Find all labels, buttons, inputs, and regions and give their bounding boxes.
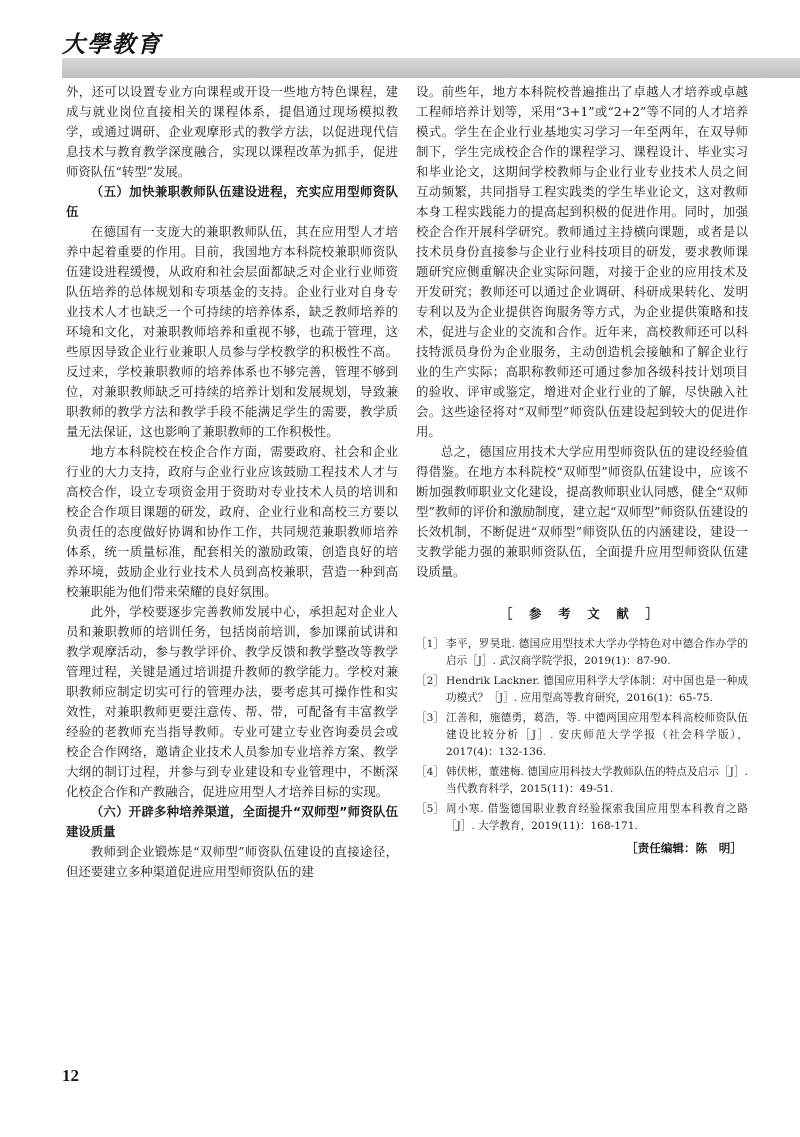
- paragraph: 外，还可以设置专业方向课程或开设一些地方特色课程，建成与就业岗位直接相关的课程体系，提倡通过现场模拟教学，或通过调研、企业观摩形式的教学方法，以促进现代信息技术与教育教学深度融合，实现以课程改革为抓手，促进师资队伍“转型”发展。: [66, 84, 398, 179]
- references-title: ［ 参 考 文 献 ］: [499, 606, 665, 621]
- paragraph: 总之，德国应用技术大学应用型师资队伍的建设经验值得借鉴。在地方本科院校“双师型”师资队伍建设中，应该不断加强教师职业文化建设，提高教师职业认同感，健全“双师型”教师的评价和激励制度，建立起“双师型”师资队伍建设的长效机制，不断促进“双师型”师资队伍的内涵建设，建设一支教学能力强的兼职师资队伍，全面提升应用型师资队伍建设质量。: [416, 444, 748, 579]
- reference-item: [416, 801, 748, 835]
- paragraph: 设。前些年，地方本科院校普遍推出了卓越人才培养或卓越工程师培养计划等，采用“3+1”或“2+2”等不同的人才培养模式。学生在企业行业基地实习学习一年至两年，在双导师制下，学生完成校企合作的课程学习、课程设计、毕业实习和毕业论文，这期间学校教师与企业行业专业技术人员之间互动频繁，共同指导工程实践类的学生毕业论文，这对教师本身工程实践能力的提高起到积极的促进作用。同时，加强校企合作开展科学研究。教师通过主持横向课题，或者是以技术员身份直接参与企业行业科技项目的研发，要求教师课题研究应侧重解决企业实际问题，对接于企业的应用技术及开发研究；教师还可以通过企业调研、科研成果转化、发明专利以及为企业提供咨询服务等方式，为企业提供策略和技术，促进与企业的交流和合作。近年来，高校教师还可以科技特派员身份为企业服务，主动创造机会接触和了解企业行业的生产实际；高职称教师还可通过参加各级科技计划项目的验收、评审或鉴定，增进对企业行业的了解，尽快融入社会。这些途径将对“双师型”师资队伍建设起到较大的促进作用。: [416, 84, 748, 439]
- reference-text: 江善和，施德勇，葛浩，等. 中德两国应用型本科高校师资队伍建设比较分析［J］. 安庆师范大学学报（社会科学版），2017(4)：132-136.: [446, 712, 748, 758]
- paragraph: 地方本科院校在校企合作方面，需要政府、社会和企业行业的大力支持，政府与企业行业应该鼓励工程技术人才与高校合作，设立专项资金用于资助对专业技术人员的培训和校企合作项目课题的研发，政府、企业行业和高校三方要以负责任的态度做好协调和协作工作，共同规范兼职教师培养体系，统一质量标准，配套相关的激励政策，创造良好的培养环境，鼓励企业行业技术人员到高校兼职，营造一种到高校兼职能为他们带来荣耀的良好氛围。: [66, 444, 398, 599]
- right-column: [416, 82, 748, 858]
- reference-text: 韩伏彬，董建梅. 德国应用科技大学教师队伍的特点及启示［J］. 当代教育科学，2015(11)：49-51.: [446, 766, 748, 795]
- section-heading-5: （五）加快兼职教师队伍建设进程，充实应用型师资队伍: [66, 184, 398, 219]
- reference-item: [416, 636, 748, 670]
- reference-number: ［5］: [416, 803, 444, 815]
- paragraph: 教师到企业锻炼是“双师型”师资队伍建设的直接途径，但还要建立多种渠道促进应用型师资队伍的建: [66, 844, 398, 879]
- reference-text: 周小寒. 借鉴德国职业教育经验探索我国应用型本科教育之路［J］. 大学教育，2019(11)：168-171.: [446, 803, 748, 832]
- reference-item: [416, 673, 748, 707]
- section-heading-6: （六）开辟多种培养渠道，全面提升“双师型”师资队伍建设质量: [66, 804, 398, 839]
- paragraph: 此外，学校要逐步完善教师发展中心，承担起对企业人员和兼职教师的培训任务，包括岗前培训，参加课前试讲和教学观摩活动，参与教学评价、教学反馈和教学整改等教学管理过程，关键是通过培训提升教师的教学能力。学校对兼职教师应制定切实可行的管理办法，要考虑其可操作性和实效性，对兼职教师更要注意传、帮、带，可配备有丰富教学经验的老教师充当指导教师。专业可建立专业咨询委员会或校企合作网络，邀请企业技术人员参加专业培养方案、教学大纲的制订过程，并参与到专业建设和专业管理中，不断深化校企合作和产教融合，促进应用型人才培养目标的实现。: [66, 604, 398, 799]
- reference-item: [416, 764, 748, 798]
- reference-number: ［4］: [416, 766, 444, 778]
- header-band: [0, 58, 800, 78]
- reference-item: [416, 710, 748, 761]
- reference-number: ［2］: [416, 675, 444, 687]
- paragraph: 在德国有一支庞大的兼职教师队伍，其在应用型人才培养中起着重要的作用。目前，我国地方本科院校兼职师资队伍建设进程缓慢，从政府和社会层面都缺乏对企业行业师资队伍培养的总体规划和专项基金的支持。企业行业对自身专业技术人才也缺乏一个可持续的培养体系，缺乏教师培养的环境和文化，对兼职教师培养和重视不够，也疏于管理，这些原因导致企业行业兼职人员参与学校教学的积极性不高。反过来，学校兼职教师的培养体系也不够完善，管理不够到位，对兼职教师缺乏可持续的培养计划和发展规划，导致兼职教师的教学方法和教学手段不能满足学生的需要，教学质量无法保证，这也影响了兼职教师的工作积极性。: [66, 224, 398, 439]
- references-list: [416, 636, 748, 835]
- reference-text: 李平，罗昊玭. 德国应用型技术大学办学特色对中德合作办学的启示［J］. 武汉商学院学报，2019(1)：87-90.: [446, 638, 748, 667]
- journal-masthead: 大學教育: [62, 31, 162, 58]
- reference-text: Hendrik Lackner. 德国应用科学大学体制：对中国也是一种成功模式？［J］. 应用型高等教育研究，2016(1)：65-75.: [446, 675, 748, 704]
- reference-number: ［1］: [416, 638, 444, 650]
- left-column: [66, 82, 398, 882]
- responsible-editor: ［责任编辑：陈 明］: [626, 841, 742, 855]
- reference-number: ［3］: [416, 712, 444, 724]
- header-band-mask: [0, 58, 62, 78]
- page-number: 12: [62, 1066, 79, 1085]
